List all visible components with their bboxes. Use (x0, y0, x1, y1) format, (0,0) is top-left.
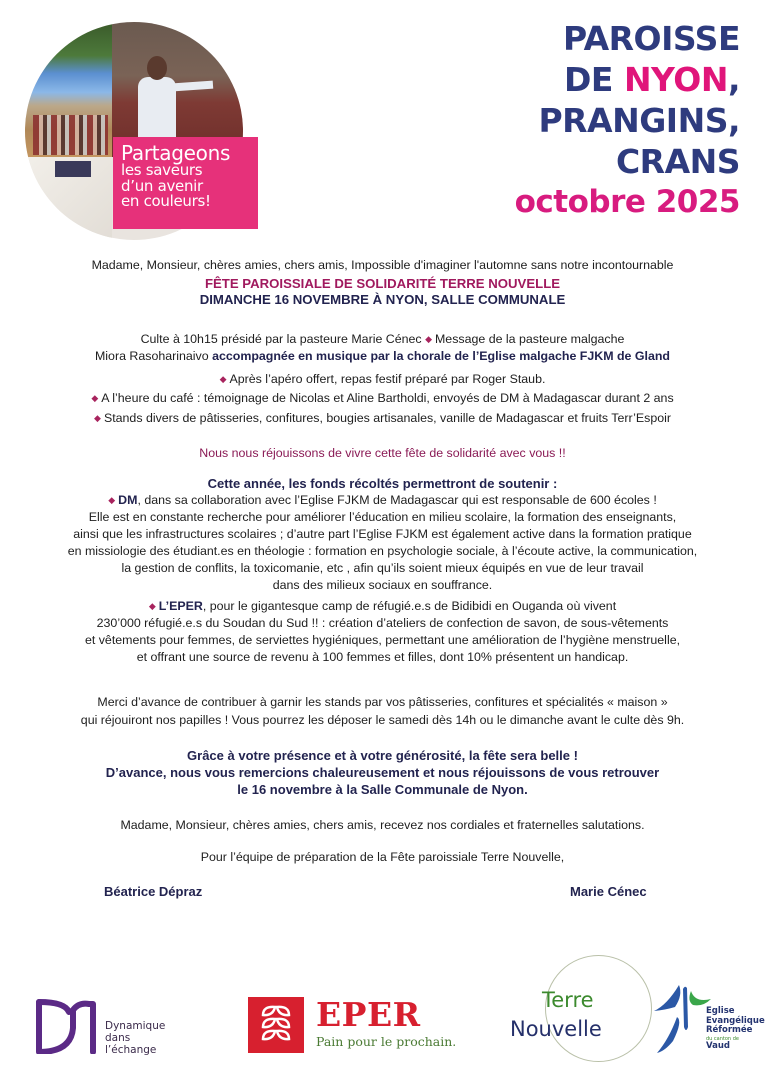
photo-child-head (147, 56, 167, 80)
event-title: FÊTE PAROISSIALE DE SOLIDARITÉ TERRE NOUVELLE (204, 276, 561, 291)
eper-tagline: Pain pour le prochain. (316, 1034, 457, 1049)
event-date: DIMANCHE 16 NOVEMBRE À NYON, SALLE COMMUNALE (199, 292, 566, 307)
culte-text: Culte à 10h15 présidé par la pasteure Marie Cénec (140, 332, 422, 346)
diamond-icon: ◆ (108, 495, 116, 505)
program-item (20, 372, 745, 387)
program-section (20, 332, 745, 426)
program-item (20, 411, 745, 426)
dm-text: ainsi que les infrastructures scolaires ; d’autre part l’Eglise FJKM est également active dans la formation pratique (73, 527, 692, 541)
dm-name: DM (118, 493, 138, 507)
salutation-section (20, 818, 745, 833)
eerv-cross-icon (653, 981, 713, 1061)
diamond-icon: ◆ (94, 413, 101, 423)
closing-section (20, 748, 745, 797)
closing-text: le 16 novembre à la Salle Communale de Nyon. (237, 782, 528, 797)
banner-line: d’un avenir (121, 176, 203, 195)
diamond-icon: ◆ (425, 334, 432, 344)
thanks-text: Merci d’avance de contribuer à garnir les stands par vos pâtisseries, confitures et spécialités « maison » (97, 695, 668, 709)
photo-drawings (25, 157, 112, 240)
dm-logo-mark (35, 998, 101, 1054)
title-highlight: NYON (623, 60, 728, 99)
eper-text: et offrant une source de revenu à 100 femmes et filles, dont 10% présentent un handicap. (136, 650, 629, 664)
title-text: DE (564, 60, 624, 99)
signature-right: Marie Cénec (570, 884, 647, 899)
intro-section (20, 258, 745, 308)
eerv-line: du canton de (706, 1035, 739, 1042)
dm-text: Elle est en constante recherche pour améliorer l’éducation en milieu scolaire, la formation des enseignants, (88, 510, 677, 524)
header-photo-collage (25, 22, 243, 240)
eerv-line: Eglise (706, 1006, 735, 1016)
eper-name-text: EPER (316, 995, 421, 1034)
issue-date: octobre 2025 (514, 184, 740, 220)
banner-line: en couleurs! (121, 191, 211, 210)
banner-line: les saveurs (121, 161, 203, 180)
terre-text: Terre (542, 988, 594, 1012)
salutation-text: Madame, Monsieur, chères amies, chers amis, recevez nos cordiales et fraternelles salutations. (120, 818, 645, 832)
diamond-icon: ◆ (219, 374, 227, 384)
rejoice-text: Nous nous réjouissons de vivre cette fête de solidarité avec vous !! (199, 446, 566, 460)
funds-eper-line (20, 599, 745, 614)
pastor-name: Miora Rasoharinaivo (94, 349, 209, 363)
parish-title (515, 18, 740, 223)
dm-text: en missiologie des étudiant.es en théologie : formation en psychologie sociale, à l’écoute active, la communication, (67, 544, 698, 558)
title-line: PRANGINS, (538, 101, 740, 140)
funds-dm-line (20, 493, 745, 508)
terre-nouvelle-logo (505, 955, 765, 1065)
campaign-banner (113, 137, 258, 229)
banner-line: Partageons (121, 141, 231, 165)
title-line: CRANS (615, 142, 740, 181)
eper-text: 230’000 réfugié.e.s du Soudan du Sud !! : création d’ateliers de confection de savon, de sous-vêtements (96, 616, 669, 630)
team-text: Pour l’équipe de préparation de la Fête paroissiale Terre Nouvelle, (200, 850, 565, 864)
program-item-text: A l’heure du café : témoignage de Nicolas et Aline Bartholdi, envoyés de DM à Madagascar durant 2 ans (101, 391, 674, 405)
eper-text: et vêtements pour femmes, de serviettes hygiéniques, permettant une amélioration de l’hygiène menstruelle, (84, 633, 681, 647)
program-item (20, 391, 745, 406)
message-text: Message de la pasteure malgache (434, 332, 625, 346)
program-item-text: Stands divers de pâtisseries, confitures, bougies artisanales, vanille de Madagascar et fruits Terr’Espoir (103, 411, 671, 425)
greeting: Madame, Monsieur, chères amies, chers amis, Impossible d'imaginer l'automne sans notre incontournable (91, 258, 674, 272)
eper-text: , pour le gigantesque camp de réfugié.e.s de Bidibidi en Ouganda où vivent (202, 599, 617, 613)
choir-text: accompagnée en musique par la chorale de l’Eglise malgache FJKM de Gland (212, 349, 670, 363)
program-item-text: Après l’apéro offert, repas festif préparé par Roger Staub. (229, 372, 546, 386)
dm-text: la gestion de conflits, la toxicomanie, etc , afin qu’ils soient mieux équipés en vue de leur travail (121, 561, 644, 575)
program-line (20, 349, 745, 364)
closing-text: D’avance, nous vous remercions chaleureusement et nous réjouissons de vous retrouver (105, 765, 660, 780)
eerv-line: Vaud (706, 1040, 730, 1051)
title-line: PAROISSE (562, 19, 740, 58)
eper-name: L’EPER (158, 599, 203, 613)
dm-logo-line: dans (105, 1032, 131, 1044)
thanks-section (20, 695, 745, 728)
eerv-line: Evangélique (706, 1015, 765, 1026)
wheat-icon (248, 997, 304, 1053)
nouvelle-text: Nouvelle (510, 1017, 602, 1041)
title-text: , (727, 60, 740, 99)
dm-text: dans des milieux sociaux en souffrance. (272, 578, 493, 592)
dm-logo-line: Dynamique (105, 1020, 166, 1032)
dm-text: , dans sa collaboration avec l’Eglise FJKM de Madagascar qui est responsable de 600 écoles ! (137, 493, 657, 507)
funds-section (20, 476, 745, 665)
eerv-text (706, 1007, 765, 1051)
funds-heading: Cette année, les fonds récoltés permettront de soutenir : (207, 476, 558, 491)
eerv-line: Réformée (706, 1025, 753, 1035)
rejoice-section (20, 446, 745, 461)
photo-crowd (33, 115, 108, 155)
title-line (515, 59, 740, 100)
program-line (20, 332, 745, 347)
closing-text: Grâce à votre présence et à votre générosité, la fête sera belle ! (187, 748, 578, 763)
signature-left: Béatrice Dépraz (104, 884, 203, 899)
diamond-icon: ◆ (91, 393, 99, 403)
dm-logo (35, 998, 166, 1058)
thanks-text: qui réjouiront nos papilles ! Vous pourrez les déposer le samedi dès 14h ou le dimanche avant le culte dès 9h. (80, 713, 685, 727)
dm-logo-text (105, 1020, 165, 1056)
team-section (20, 850, 745, 865)
dm-logo-line: l’échange (105, 1044, 157, 1056)
diamond-icon: ◆ (148, 601, 156, 611)
